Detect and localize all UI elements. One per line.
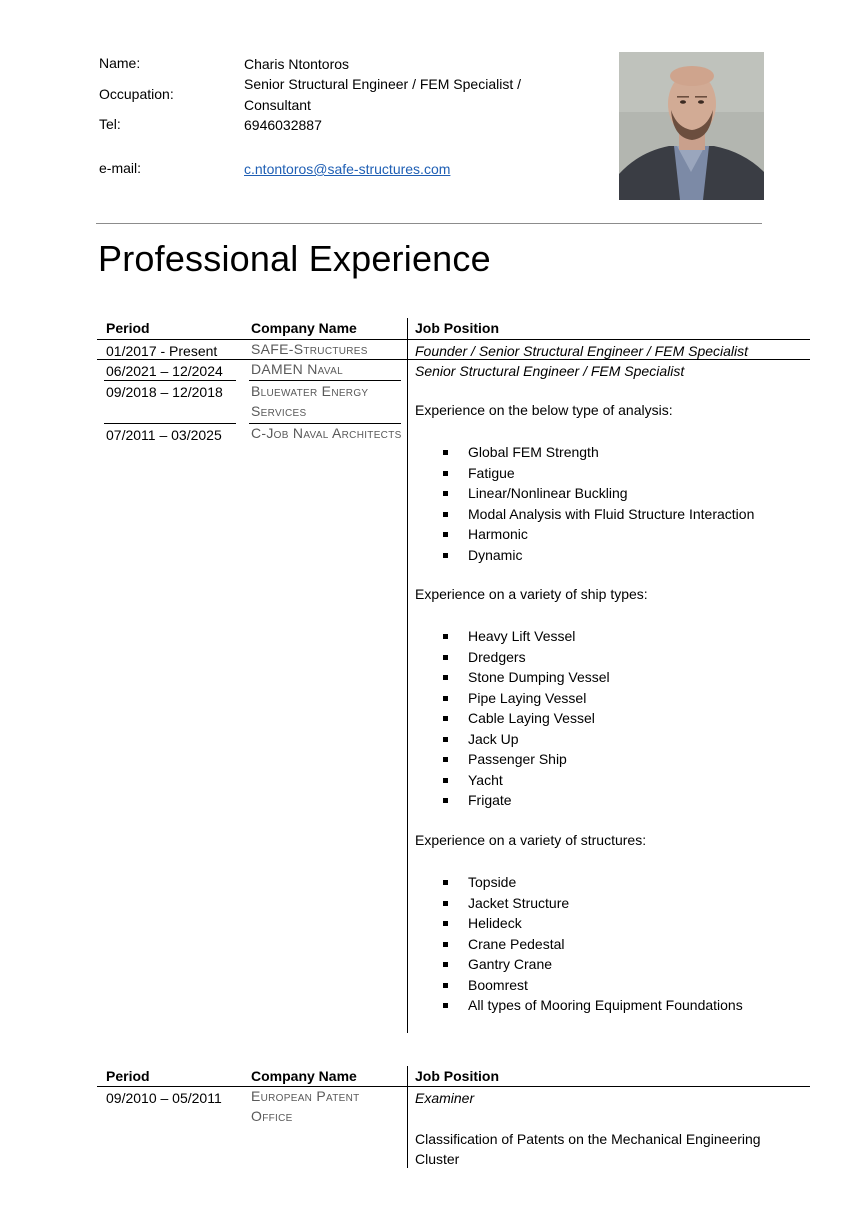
company-4: C-Job Naval Architects: [251, 425, 402, 441]
list-item: Passenger Ship: [415, 749, 810, 770]
row-rule: [249, 423, 401, 424]
ships-intro: Experience on a variety of ship types:: [415, 586, 648, 602]
row-rule: [249, 380, 401, 381]
row-rule: [104, 380, 236, 381]
occupation-value-line1: Senior Structural Engineer / FEM Specialist /: [244, 76, 522, 92]
company-5-line2: Office: [251, 1108, 293, 1124]
list-item: Crane Pedestal: [415, 934, 810, 955]
list-item: Frigate: [415, 790, 810, 811]
header-rule: [97, 339, 810, 340]
structures-intro: Experience on a variety of structures:: [415, 832, 647, 848]
position-5: Examiner: [415, 1090, 475, 1106]
tel-value: 6946032887: [244, 117, 322, 133]
list-item: Dredgers: [415, 647, 810, 668]
list-item: Jack Up: [415, 729, 810, 750]
th-company: Company Name: [251, 1068, 357, 1084]
list-item: All types of Mooring Equipment Foundations: [415, 995, 810, 1016]
position-1: Founder / Senior Structural Engineer / FEM Specialist: [415, 343, 749, 359]
th-position: Job Position: [415, 1068, 499, 1084]
th-company: Company Name: [251, 320, 357, 336]
email-label: e-mail:: [99, 160, 142, 176]
column-divider: [407, 1066, 408, 1168]
company-5-line1: European Patent: [251, 1088, 360, 1104]
list-item: Heavy Lift Vessel: [415, 626, 810, 647]
description-line2: Cluster: [415, 1151, 460, 1167]
list-item: Helideck: [415, 913, 810, 934]
list-item: Boomrest: [415, 975, 810, 996]
ships-list: [415, 626, 810, 811]
list-item: Fatigue: [415, 463, 810, 484]
header-divider: [96, 223, 762, 224]
th-position: Job Position: [415, 320, 499, 336]
list-item: Linear/Nonlinear Buckling: [415, 483, 810, 504]
period-1: 01/2017 - Present: [106, 343, 218, 359]
occupation-value-line2: Consultant: [244, 97, 311, 113]
description-line1: Classification of Patents on the Mechanical Engineering: [415, 1131, 761, 1147]
profile-photo: [619, 52, 764, 200]
list-item: Stone Dumping Vessel: [415, 667, 810, 688]
column-divider: [407, 318, 408, 1033]
company-2: DAMEN Naval: [251, 361, 343, 377]
list-item: Jacket Structure: [415, 893, 810, 914]
list-item: Yacht: [415, 770, 810, 791]
email-link[interactable]: c.ntontoros@safe-structures.com: [244, 161, 451, 177]
list-item: Global FEM Strength: [415, 442, 810, 463]
analysis-list: [415, 442, 810, 565]
th-period: Period: [106, 320, 150, 336]
th-period: Period: [106, 1068, 150, 1084]
period-3: 09/2018 – 12/2018: [106, 384, 223, 400]
tel-label: Tel:: [99, 116, 121, 132]
row-rule: [104, 423, 236, 424]
list-item: Modal Analysis with Fluid Structure Interaction: [415, 504, 810, 525]
analysis-intro: Experience on the below type of analysis:: [415, 402, 673, 418]
position-2: Senior Structural Engineer / FEM Specialist: [415, 363, 685, 379]
list-item: Pipe Laying Vessel: [415, 688, 810, 709]
list-item: Topside: [415, 872, 810, 893]
structures-list: [415, 872, 810, 1016]
company-1: SAFE-Structures: [251, 341, 368, 357]
row-rule: [97, 359, 810, 360]
period-5: 09/2010 – 05/2011: [106, 1090, 222, 1106]
list-item: Cable Laying Vessel: [415, 708, 810, 729]
occupation-label: Occupation:: [99, 86, 174, 102]
list-item: Dynamic: [415, 545, 810, 566]
name-value: Charis Ntontoros: [244, 56, 350, 72]
header-rule: [97, 1086, 810, 1087]
period-2: 06/2021 – 12/2024: [106, 363, 223, 379]
company-3-line1: Bluewater Energy: [251, 383, 369, 399]
period-4: 07/2011 – 03/2025: [106, 427, 222, 443]
company-3-line2: Services: [251, 403, 307, 419]
name-label: Name:: [99, 55, 141, 71]
list-item: Gantry Crane: [415, 954, 810, 975]
section-title: Professional Experience: [98, 238, 491, 279]
list-item: Harmonic: [415, 524, 810, 545]
